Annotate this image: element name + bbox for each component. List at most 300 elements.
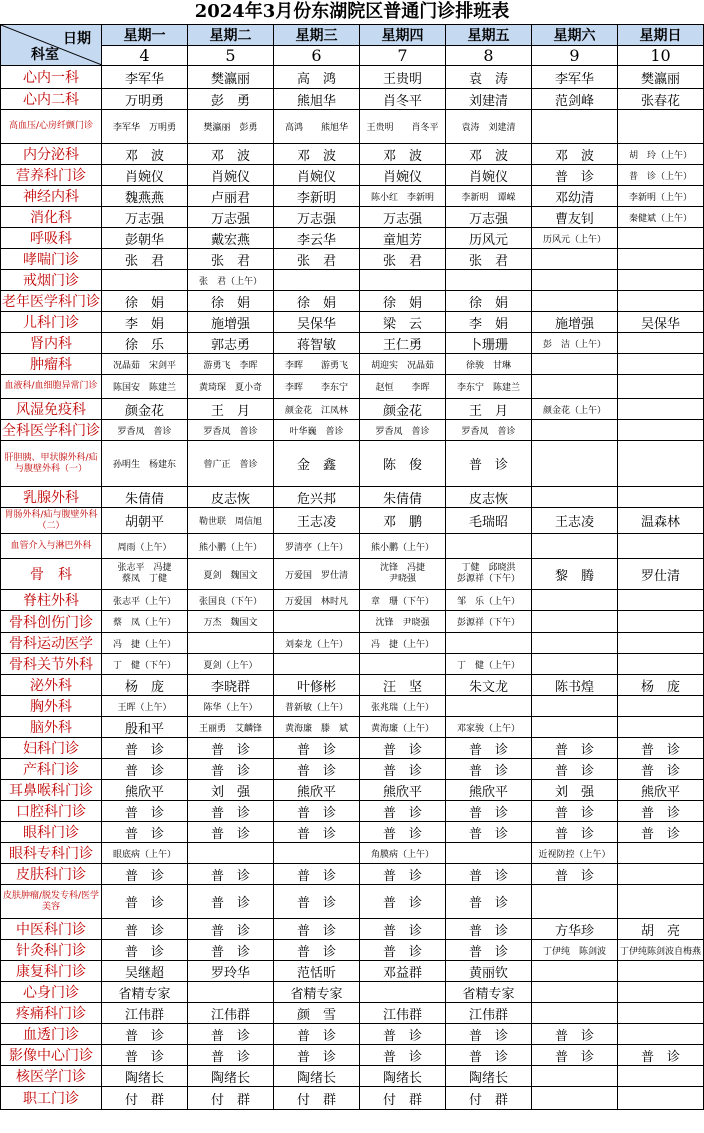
- shift-cell: 殷和平: [102, 717, 188, 738]
- schedule-row: [1, 333, 704, 354]
- shift-cell: 普 诊: [274, 822, 360, 843]
- shift-cell: 省精专家: [102, 982, 188, 1003]
- shift-cell: [360, 982, 446, 1003]
- shift-cell: 普 诊: [446, 801, 532, 822]
- shift-cell: 普 诊: [102, 1024, 188, 1045]
- shift-cell: 肖婉仪: [360, 165, 446, 186]
- shift-cell: 叶修彬: [274, 675, 360, 696]
- department-name: 心内一科: [1, 66, 102, 89]
- department-name: 血液科/血细胞异常门诊: [1, 375, 102, 399]
- shift-cell: 夏剑 魏国文: [188, 559, 274, 590]
- schedule-row: [1, 919, 704, 940]
- department-name: 眼科门诊: [1, 822, 102, 843]
- shift-cell: 普 诊: [360, 738, 446, 759]
- shift-cell: 肖婉仪: [188, 165, 274, 186]
- shift-cell: 省精专家: [446, 982, 532, 1003]
- shift-cell: [274, 654, 360, 675]
- shift-cell: [360, 654, 446, 675]
- shift-cell: [532, 654, 618, 675]
- day-number: 7: [360, 46, 446, 66]
- department-name: 风湿免疫科: [1, 399, 102, 420]
- department-name: 高血压/心房纤颤门诊: [1, 110, 102, 144]
- shift-cell: [618, 228, 704, 249]
- department-name: 乳腺外科: [1, 487, 102, 508]
- day-number: 10: [618, 46, 704, 66]
- shift-cell: [532, 534, 618, 559]
- department-name: 泌外科: [1, 675, 102, 696]
- shift-cell: 邹 乐（上午）: [446, 590, 532, 611]
- shift-cell: [618, 487, 704, 508]
- shift-cell: 况晶茹 宋剑平: [102, 354, 188, 375]
- shift-cell: 邓 波: [274, 144, 360, 165]
- department-name: 脑外科: [1, 717, 102, 738]
- department-name: 哮喘门诊: [1, 249, 102, 270]
- shift-cell: 彭源祥（下午）: [446, 611, 532, 633]
- shift-cell: [618, 441, 704, 487]
- shift-cell: [618, 1024, 704, 1045]
- shift-cell: 万志强: [188, 207, 274, 228]
- shift-cell: 王 月: [188, 399, 274, 420]
- schedule-row: [1, 1087, 704, 1110]
- shift-cell: 普 诊: [274, 919, 360, 940]
- day-number: 9: [532, 46, 618, 66]
- day-name: 星期一: [102, 25, 188, 46]
- shift-cell: [618, 375, 704, 399]
- shift-cell: 蒋智敏: [274, 333, 360, 354]
- day-name: 星期六: [532, 25, 618, 46]
- department-name: 血管介入与淋巴外科: [1, 534, 102, 559]
- corner-date-label: 日期: [63, 31, 91, 47]
- schedule-row: [1, 291, 704, 312]
- shift-cell: 吴继超: [102, 961, 188, 982]
- shift-cell: [618, 696, 704, 717]
- schedule-row: [1, 420, 704, 441]
- shift-cell: 罗香凤 普诊: [360, 420, 446, 441]
- shift-cell: 陈小红 李新明: [360, 186, 446, 207]
- shift-cell: 李 娟: [102, 312, 188, 333]
- shift-cell: 陶绪长: [274, 1066, 360, 1087]
- shift-cell: 普 诊: [446, 441, 532, 487]
- shift-cell: 万志强: [446, 207, 532, 228]
- shift-cell: 戴宏燕: [188, 228, 274, 249]
- shift-cell: 熊欣平: [618, 780, 704, 801]
- shift-cell: 王仁勇: [360, 333, 446, 354]
- shift-cell: 卜珊珊: [446, 333, 532, 354]
- shift-cell: 张 君: [274, 249, 360, 270]
- shift-cell: [618, 611, 704, 633]
- shift-cell: 邓 波: [446, 144, 532, 165]
- schedule-row: [1, 759, 704, 780]
- shift-cell: 普 诊: [360, 822, 446, 843]
- shift-cell: 普新敏（上午）: [274, 696, 360, 717]
- shift-cell: [532, 110, 618, 144]
- page-title: 2024年3月份东湖院区普通门诊排班表: [194, 1, 510, 22]
- schedule-row: [1, 940, 704, 961]
- day-number: 8: [446, 46, 532, 66]
- department-name: 骨 科: [1, 559, 102, 590]
- shift-cell: 陶绪长: [188, 1066, 274, 1087]
- shift-cell: [274, 843, 360, 864]
- shift-cell: [532, 354, 618, 375]
- department-name: 神经内科: [1, 186, 102, 207]
- schedule-row: [1, 822, 704, 843]
- shift-cell: 普 诊: [446, 759, 532, 780]
- shift-cell: [618, 717, 704, 738]
- shift-cell: [618, 249, 704, 270]
- shift-cell: [618, 354, 704, 375]
- shift-cell: 邓 波: [532, 144, 618, 165]
- shift-cell: 王贵明: [360, 66, 446, 89]
- department-name: 康复科门诊: [1, 961, 102, 982]
- shift-cell: [102, 270, 188, 291]
- schedule-row: [1, 780, 704, 801]
- shift-cell: 普 诊: [446, 1045, 532, 1066]
- shift-cell: 勒世联 周信旭: [188, 508, 274, 534]
- shift-cell: 普 诊: [618, 759, 704, 780]
- shift-cell: 熊欣平: [102, 780, 188, 801]
- shift-cell: [618, 1003, 704, 1024]
- shift-cell: 万爱国 罗仕清: [274, 559, 360, 590]
- department-name: 全科医学科门诊: [1, 420, 102, 441]
- shift-cell: 李云华: [274, 228, 360, 249]
- shift-cell: 普 诊: [532, 1045, 618, 1066]
- shift-cell: 张 君（上午）: [188, 270, 274, 291]
- shift-cell-line: 沈锋 冯捷: [379, 563, 425, 573]
- shift-cell: 普 诊: [360, 1024, 446, 1045]
- shift-cell: 范剑峰: [532, 89, 618, 110]
- shift-cell: 黄海廉（上午）: [360, 717, 446, 738]
- shift-cell: 杨 庞: [102, 675, 188, 696]
- schedule-row: [1, 165, 704, 186]
- shift-cell: [618, 110, 704, 144]
- shift-cell: 李 娟: [446, 312, 532, 333]
- department-name: 骨科运动医学: [1, 633, 102, 654]
- shift-cell: 蔡 凤（上午）: [102, 611, 188, 633]
- department-name: 口腔科门诊: [1, 801, 102, 822]
- shift-cell: [532, 1066, 618, 1087]
- shift-cell: 普 诊: [274, 1045, 360, 1066]
- shift-cell: 徐 娟: [188, 291, 274, 312]
- shift-cell: 普 诊: [446, 738, 532, 759]
- shift-cell: 普 诊: [360, 919, 446, 940]
- schedule-row: [1, 144, 704, 165]
- shift-cell: [618, 654, 704, 675]
- schedule-row: [1, 611, 704, 633]
- shift-cell: 胡迎实 况晶茹: [360, 354, 446, 375]
- shift-cell: 江伟群: [102, 1003, 188, 1024]
- shift-cell: [274, 611, 360, 633]
- department-name: 肝胆胰、甲状腺外科/疝与腹壁外科（一）: [1, 441, 102, 487]
- shift-cell: [274, 270, 360, 291]
- shift-cell: 罗香凤 普诊: [102, 420, 188, 441]
- shift-cell: 游勇飞 李晖: [188, 354, 274, 375]
- shift-cell: 胡 亮: [618, 919, 704, 940]
- schedule-row: [1, 249, 704, 270]
- shift-cell: 普 诊: [360, 885, 446, 919]
- shift-cell: 徐骏 甘琳: [446, 354, 532, 375]
- shift-cell: 樊瀛丽: [618, 66, 704, 89]
- shift-cell: 李东宁 陈建兰: [446, 375, 532, 399]
- schedule-row: [1, 675, 704, 696]
- schedule-row: [1, 66, 704, 89]
- shift-cell: 金 鑫: [274, 441, 360, 487]
- shift-cell: 普 诊: [532, 759, 618, 780]
- department-name: 职工门诊: [1, 1087, 102, 1110]
- shift-cell: [618, 982, 704, 1003]
- shift-cell: 吴保华: [274, 312, 360, 333]
- department-name: 疼痛科门诊: [1, 1003, 102, 1024]
- shift-cell: 施增强: [188, 312, 274, 333]
- department-name: 骨科创伤门诊: [1, 611, 102, 633]
- shift-cell: 颜金花 江凤林: [274, 399, 360, 420]
- shift-cell: 张 君: [102, 249, 188, 270]
- shift-cell: 普 诊: [188, 919, 274, 940]
- schedule-row: [1, 534, 704, 559]
- department-name: 皮肤肿瘤/脱发专科/医学美容: [1, 885, 102, 919]
- shift-cell: 普 诊: [188, 822, 274, 843]
- schedule-row: [1, 1003, 704, 1024]
- shift-cell: 万志强: [102, 207, 188, 228]
- shift-cell: 丁 健（上午）: [446, 654, 532, 675]
- department-name: 内分泌科: [1, 144, 102, 165]
- day-number: 6: [274, 46, 360, 66]
- shift-cell: 张国良（下午）: [188, 590, 274, 611]
- shift-cell: 付 群: [274, 1087, 360, 1110]
- shift-cell: [532, 717, 618, 738]
- shift-cell: 皮志恢: [188, 487, 274, 508]
- shift-cell: [532, 1087, 618, 1110]
- shift-cell: [618, 291, 704, 312]
- day-name: 星期二: [188, 25, 274, 46]
- shift-cell: 熊小鹏（上午）: [360, 534, 446, 559]
- shift-cell: [618, 333, 704, 354]
- shift-cell: 施增强: [532, 312, 618, 333]
- shift-cell: 陶绪长: [360, 1066, 446, 1087]
- shift-cell: 朱文龙: [446, 675, 532, 696]
- shift-cell: 颜 雪: [274, 1003, 360, 1024]
- shift-cell: 徐 娟: [446, 291, 532, 312]
- shift-cell: 罗香凤 普诊: [188, 420, 274, 441]
- shift-cell: 江伟群: [446, 1003, 532, 1024]
- shift-cell: 孙明生 杨建东: [102, 441, 188, 487]
- shift-cell: 万志强: [274, 207, 360, 228]
- shift-cell: 彭 勇: [188, 89, 274, 110]
- shift-cell: 黄琦琛 夏小奇: [188, 375, 274, 399]
- shift-cell: 颜金花（上午）: [532, 399, 618, 420]
- department-name: 耳鼻喉科门诊: [1, 780, 102, 801]
- shift-cell: 高 鸿: [274, 66, 360, 89]
- shift-cell: 普 诊: [102, 919, 188, 940]
- schedule-row: [1, 89, 704, 110]
- shift-cell: 毛瑞昭: [446, 508, 532, 534]
- shift-cell: 邓益群: [360, 961, 446, 982]
- shift-cell-line: 丁健 邱晓洪: [461, 563, 516, 573]
- schedule-row: [1, 1066, 704, 1087]
- shift-cell: 黄丽钦: [446, 961, 532, 982]
- shift-cell: 普 诊: [532, 822, 618, 843]
- shift-cell: 樊瀛丽: [188, 66, 274, 89]
- day-name: 星期三: [274, 25, 360, 46]
- shift-cell: 普 诊: [532, 165, 618, 186]
- shift-cell: 陈华（上午）: [188, 696, 274, 717]
- department-name: 心身门诊: [1, 982, 102, 1003]
- shift-cell: 普 诊: [102, 1045, 188, 1066]
- shift-cell: 普 诊: [618, 738, 704, 759]
- schedule-row: [1, 399, 704, 420]
- shift-cell: [532, 420, 618, 441]
- shift-cell: 危兴邦: [274, 487, 360, 508]
- department-name: 妇科门诊: [1, 738, 102, 759]
- shift-cell: 王晖（上午）: [102, 696, 188, 717]
- shift-cell: 肖婉仪: [102, 165, 188, 186]
- schedule-row: [1, 559, 704, 590]
- shift-cell: 刘 强: [532, 780, 618, 801]
- shift-cell: 邓 波: [188, 144, 274, 165]
- department-name: 肿瘤科: [1, 354, 102, 375]
- shift-cell: 魏燕燕: [102, 186, 188, 207]
- schedule-row: [1, 885, 704, 919]
- shift-cell: 丁伊纯 陈剑波: [532, 940, 618, 961]
- department-name: 胸外科: [1, 696, 102, 717]
- department-name: 眼科专科门诊: [1, 843, 102, 864]
- shift-cell: [188, 982, 274, 1003]
- department-name: 戒烟门诊: [1, 270, 102, 291]
- schedule-table: [0, 24, 704, 1110]
- schedule-row: [1, 590, 704, 611]
- schedule-row: [1, 738, 704, 759]
- shift-cell: 省精专家: [274, 982, 360, 1003]
- shift-cell: 普 诊: [102, 864, 188, 885]
- shift-cell: 曾广正 普诊: [188, 441, 274, 487]
- shift-cell: 沈锋 尹晓强: [360, 611, 446, 633]
- shift-cell: 罗玲华: [188, 961, 274, 982]
- department-name: 肾内科: [1, 333, 102, 354]
- shift-cell: [618, 534, 704, 559]
- shift-cell: 普 诊: [446, 822, 532, 843]
- schedule-row: [1, 186, 704, 207]
- shift-cell: [532, 611, 618, 633]
- shift-cell: 周雨（上午）: [102, 534, 188, 559]
- shift-cell: 冯 捷（上午）: [102, 633, 188, 654]
- header-row-names: [1, 25, 704, 46]
- shift-cell: 范恬昕: [274, 961, 360, 982]
- shift-cell: 李晖 游勇飞: [274, 354, 360, 375]
- shift-cell: 普 诊: [188, 885, 274, 919]
- schedule-row: [1, 312, 704, 333]
- shift-cell: 袁涛 刘建清: [446, 110, 532, 144]
- shift-cell: 普 诊: [102, 940, 188, 961]
- shift-cell: [532, 696, 618, 717]
- department-name: 皮肤科门诊: [1, 864, 102, 885]
- shift-cell: 普 诊: [188, 759, 274, 780]
- shift-cell: 眼底病（上午）: [102, 843, 188, 864]
- shift-cell: [188, 633, 274, 654]
- shift-cell: 梁 云: [360, 312, 446, 333]
- shift-cell: 徐 乐: [102, 333, 188, 354]
- shift-cell: 丁伊纯陈剑波自梅燕: [618, 940, 704, 961]
- shift-cell: 夏剑（上午）: [188, 654, 274, 675]
- shift-cell: 罗香凤 普诊: [446, 420, 532, 441]
- shift-cell: 普 诊: [532, 801, 618, 822]
- shift-cell: [532, 633, 618, 654]
- day-name: 星期四: [360, 25, 446, 46]
- shift-cell: 郭志勇: [188, 333, 274, 354]
- shift-cell: 普 诊: [274, 940, 360, 961]
- shift-cell: 胡 玲（上午）: [618, 144, 704, 165]
- shift-cell: 普 诊: [360, 864, 446, 885]
- shift-cell: 徐 娟: [102, 291, 188, 312]
- shift-cell: 普 诊: [274, 885, 360, 919]
- shift-cell: 高鸿 熊旭华: [274, 110, 360, 144]
- shift-cell: 普 诊: [618, 801, 704, 822]
- shift-cell: 普 诊: [188, 864, 274, 885]
- shift-cell: [532, 291, 618, 312]
- schedule-row: [1, 961, 704, 982]
- shift-cell: 普 诊: [102, 885, 188, 919]
- schedule-row: [1, 441, 704, 487]
- day-name: 星期五: [446, 25, 532, 46]
- corner-cell: [1, 25, 102, 66]
- shift-cell: 秦健斌（上午）: [618, 207, 704, 228]
- department-name: 胃肠外科/疝与腹壁外科（二）: [1, 508, 102, 534]
- department-name: 儿科门诊: [1, 312, 102, 333]
- shift-cell: 历风元: [446, 228, 532, 249]
- shift-cell: 陈国安 陈建兰: [102, 375, 188, 399]
- shift-cell: 李军华: [102, 66, 188, 89]
- shift-cell: 张 君: [188, 249, 274, 270]
- shift-cell: 丁 健（下午）: [102, 654, 188, 675]
- schedule-row: [1, 864, 704, 885]
- shift-cell: 李新明（上午）: [618, 186, 704, 207]
- shift-cell-line: 蔡凤 丁健: [121, 574, 167, 584]
- department-name: 中医科门诊: [1, 919, 102, 940]
- shift-cell: 普 诊: [188, 801, 274, 822]
- schedule-body: [1, 25, 704, 1110]
- shift-cell: 历风元（上午）: [532, 228, 618, 249]
- shift-cell: 普 诊: [274, 801, 360, 822]
- shift-cell: 黎 腾: [532, 559, 618, 590]
- shift-cell: 肖冬平: [360, 89, 446, 110]
- department-name: 消化科: [1, 207, 102, 228]
- shift-cell: 袁 涛: [446, 66, 532, 89]
- schedule-row: [1, 696, 704, 717]
- shift-cell: 李军华: [532, 66, 618, 89]
- shift-cell: 邓 波: [360, 144, 446, 165]
- shift-cell: 章 珊（下午）: [360, 590, 446, 611]
- shift-cell: [618, 961, 704, 982]
- shift-cell: 邓幼清: [532, 186, 618, 207]
- schedule-row: [1, 801, 704, 822]
- schedule-row: [1, 270, 704, 291]
- day-number: 5: [188, 46, 274, 66]
- shift-cell: [532, 270, 618, 291]
- shift-cell: 张志平（上午）: [102, 590, 188, 611]
- shift-cell: 普 诊: [360, 759, 446, 780]
- shift-cell: [618, 590, 704, 611]
- schedule-row: [1, 110, 704, 144]
- shift-cell: 江伟群: [188, 1003, 274, 1024]
- header-row-dates: [1, 46, 704, 66]
- shift-cell: 普 诊（上午）: [618, 165, 704, 186]
- shift-cell: 朱倩倩: [360, 487, 446, 508]
- department-name: 影像中心门诊: [1, 1045, 102, 1066]
- shift-cell: 邓家骏（上午）: [446, 717, 532, 738]
- shift-cell: 肖婉仪: [274, 165, 360, 186]
- shift-cell: [102, 559, 188, 590]
- shift-cell: 徐 娟: [274, 291, 360, 312]
- shift-cell: [360, 559, 446, 590]
- shift-cell: 万明勇: [102, 89, 188, 110]
